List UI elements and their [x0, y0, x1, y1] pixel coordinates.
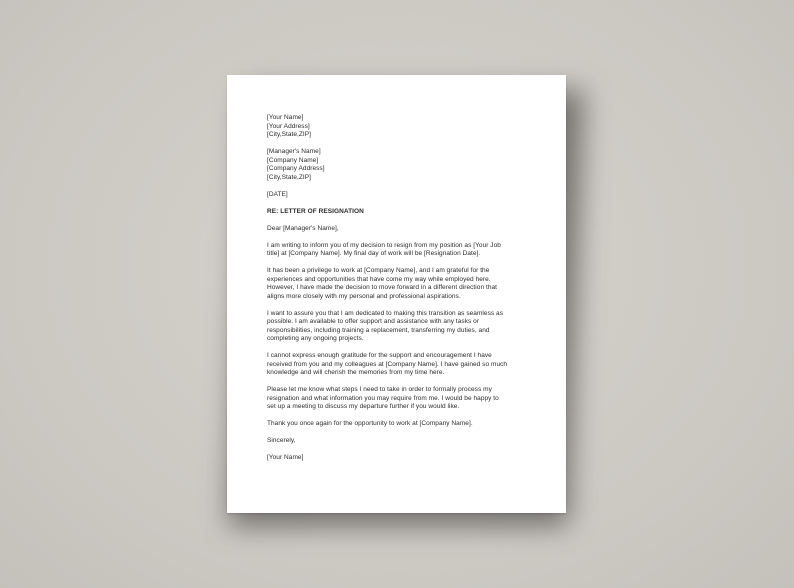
recipient-street: [Company Address] [267, 165, 325, 172]
sender-name: [Your Name] [267, 114, 304, 121]
signature: [Your Name] [267, 454, 304, 461]
sender-city: [City,State,ZIP] [267, 131, 312, 138]
closing: Sincerely, [267, 437, 296, 444]
paragraph-4: I cannot express enough gratitude for the support and encouragement I have received from you and my colleagues at [Company Name]. I have gained so much knowledge and will cherish the memories from my time here. [267, 352, 508, 376]
recipient-company: [Company Name] [267, 156, 319, 164]
paragraph-5: Please let me know what steps I need to take in order to formally process my resignation and what information you may require from me. I would be happy to set up a meeting to discuss my departure further if you would like. [267, 386, 499, 410]
recipient-name: [Manager's Name] [267, 148, 321, 155]
salutation: Dear [Manager's Name], [267, 224, 339, 232]
paragraph-6: Thank you once again for the opportunity to work at [Company Name]. [267, 420, 473, 427]
recipient-address [267, 148, 522, 182]
paragraph-2: It has been a privilege to work at [Company Name], and I am grateful for the experiences and opportunities that have come my way while employed here. However, I have made the decision to move forward in a different direction that aligns more closely with my personal and professional aspirations. [267, 267, 498, 300]
letter-date: [DATE] [267, 190, 288, 198]
sender-street: [Your Address] [267, 122, 310, 130]
letter-body [267, 114, 522, 471]
paragraph-3: I want to assure you that I am dedicated to making this transition as seamless as possible. I am available to offer support and assistance with any tasks or responsibilities, including training a replacement, transferring my duties, and completing any ongoing projects. [267, 309, 503, 342]
recipient-city: [City,State,ZIP] [267, 173, 312, 181]
letter-subject: RE: LETTER OF RESIGNATION [267, 207, 364, 215]
paragraph-1: I am writing to inform you of my decision to resign from my position as [Your Job title] at [Company Name]. My final day of work will be [Resignation Date]. [267, 241, 501, 257]
letter-page [227, 75, 566, 513]
sender-address [267, 114, 522, 140]
